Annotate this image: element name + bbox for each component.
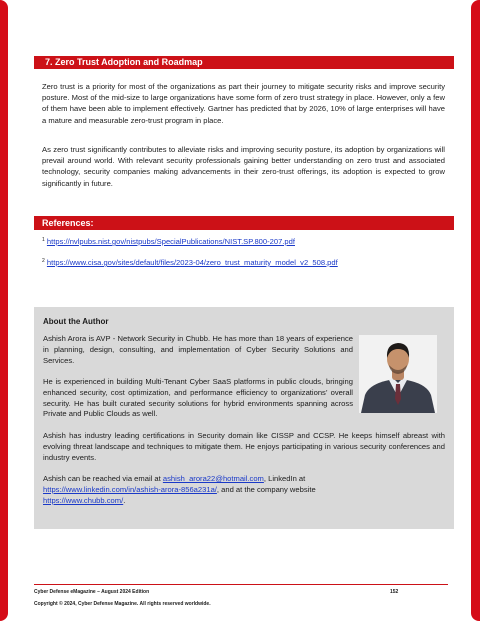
reference-item — [42, 237, 295, 247]
references-heading: References: — [34, 216, 454, 230]
footer-edition: Cyber Defense eMagazine – August 2024 Edition — [34, 589, 150, 595]
author-bio-role: Ashish Arora is AVP - Network Security in Chubb. He has more than 18 years of experience in planning, design, consulting, and implementation of Cyber Security Solutions and Services. — [43, 334, 353, 365]
reference-number: 2 — [42, 258, 45, 264]
reference-link[interactable]: https://www.cisa.gov/sites/default/files/2023-04/zero_trust_maturity_model_v2_508.pdf — [46, 258, 338, 267]
author-bio-certifications: Ashish has industry leading certifications in Security domain like CISSP and CCSP. He keeps himself abreast with evolving threat landscape and techniques to mitigate them. He enjoys participating in various security conferences and industry events. — [43, 431, 445, 462]
author-contact — [43, 474, 443, 506]
linkedin-link[interactable]: https://www.linkedin.com/in/ashish-arora-856a231a/ — [43, 484, 217, 494]
right-edge-accent — [471, 0, 480, 621]
footer-divider — [34, 584, 448, 585]
author-heading: About the Author — [43, 317, 109, 326]
paragraph-adoption: Zero trust is a priority for most of the organizations as part their journey to mitigate security risks and improve security posture. Most of the mid-size to large organizations have some form of zero trust strategy in place. However, only a few of them have been able to implement effectively. Gartner has predicted that by 2026, 10% of large enterprises will have a mature and measurable zero-trust program in place. — [42, 82, 445, 125]
about-author-box — [34, 307, 454, 529]
paragraph-growth: As zero trust significantly contributes to alleviate risks and improving security posture, its adoption by organizations will prevail around world. With relevant security professionals gaining better understanding on zero trust and associated technology, security companies making advancements in their zero-trust offerings, its adoption is expected to grow significantly in future. — [42, 145, 445, 188]
email-link[interactable]: ashish_arora22@hotmail.com — [162, 474, 264, 483]
contact-text: , LinkedIn at — [263, 474, 306, 483]
contact-text: . — [123, 495, 126, 505]
author-photo — [359, 335, 437, 413]
reference-number: 1 — [42, 237, 45, 243]
section-heading: 7. Zero Trust Adoption and Roadmap — [34, 56, 454, 69]
reference-link[interactable]: https://nvlpubs.nist.gov/nistpubs/SpecialPublications/NIST.SP.800-207.pdf — [46, 237, 295, 246]
website-link[interactable]: https://www.chubb.com/ — [43, 495, 124, 505]
left-edge-accent — [0, 0, 8, 621]
contact-text: , and at the company website — [216, 484, 316, 494]
page-number: 152 — [390, 589, 399, 595]
footer-copyright: Copyright © 2024, Cyber Defense Magazine. All rights reserved worldwide. — [34, 601, 211, 607]
author-bio-experience: He is experienced in building Multi-Tenant Cyber SaaS platforms in public clouds, bringing enhanced security, cost optimization, and performance efficiency to organizations’ overall security. He has built curated security solutions for hybrid environments spanning across Private and Public Clouds as well. — [43, 377, 353, 419]
reference-item — [42, 258, 338, 268]
contact-text: Ashish can be reached via email at — [43, 474, 163, 483]
